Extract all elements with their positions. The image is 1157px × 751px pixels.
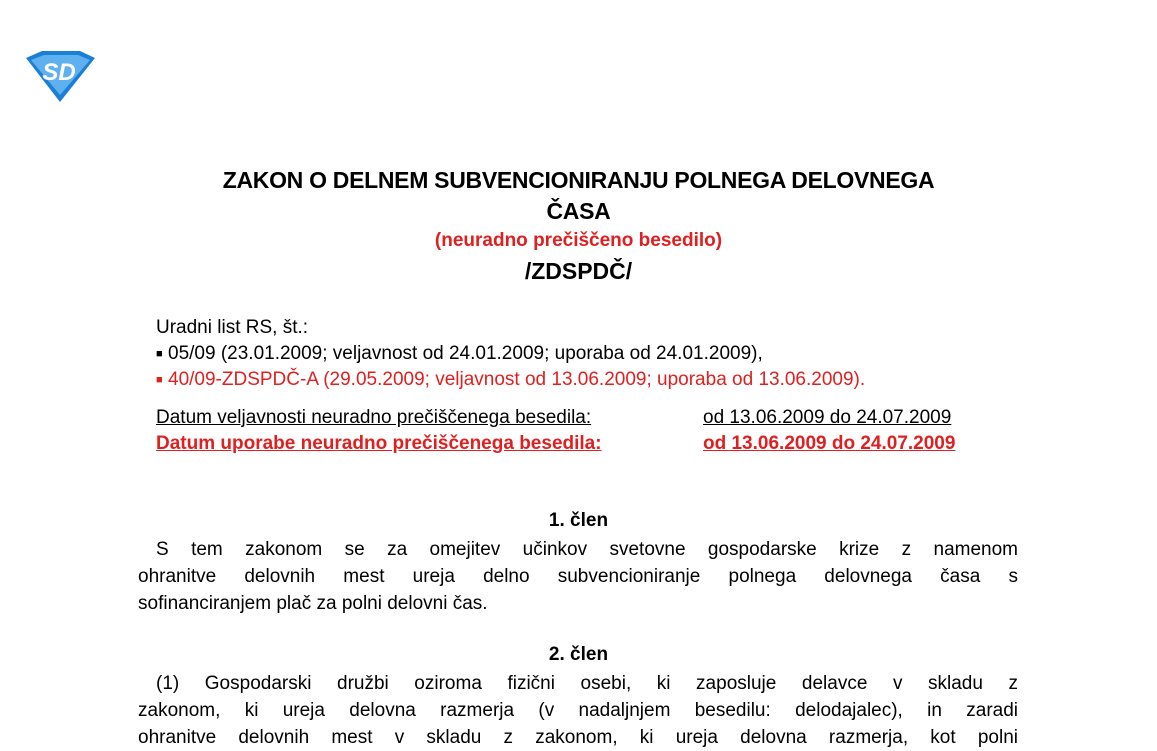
gazette-label: Uradni list RS, št.: [156, 317, 309, 338]
paragraph-line: (1) Gospodarski družbi oziroma fizični osebi, ki zaposluje delavce v skladu z [156, 673, 1018, 694]
validity-label: Datum veljavnosti neuradno prečiščenega besedila: [156, 407, 592, 428]
paragraph-line: S tem zakonom se za omejitev učinkov svetovne gospodarske krize z namenom [156, 539, 1018, 560]
document-title-line2: ČASA [546, 198, 611, 224]
article-heading: 1. člen [548, 510, 609, 531]
shield-logo-icon [22, 50, 98, 104]
document-title-line1: ZAKON O DELNEM SUBVENCIONIRANJU POLNEGA DELOVNEGA [222, 167, 935, 193]
gazette-item-text: 40/09-ZDSPDČ-A (29.05.2009; veljavnost od 13.06.2009; uporaba od 13.06.2009). [168, 369, 866, 391]
paragraph-line: sofinanciranjem plač za polni delovni čas. [138, 593, 488, 614]
bullet-icon: ■ [156, 374, 163, 387]
gazette-item [156, 341, 865, 367]
document-subtitle: (neuradno prečiščeno besedilo) [434, 230, 723, 251]
document-abbreviation: /ZDSPDČ/ [524, 258, 633, 284]
paragraph-line: zakonom, ki ureja delovna razmerja (v nadaljnjem besedilu: delodajalec), in zaradi [138, 700, 1018, 721]
paragraph-line: ohranitve delovnih mest v skladu z zakonom, ki ureja delovna razmerja, kot polni [138, 727, 1018, 748]
validity-value: od 13.06.2009 do 24.07.2009 [703, 407, 952, 428]
article-paragraph [138, 670, 1018, 751]
gazette-block [156, 315, 865, 393]
logo-text: SD [42, 59, 76, 86]
application-value: od 13.06.2009 do 24.07.2009 [703, 433, 956, 454]
bullet-icon: ■ [156, 348, 163, 360]
gazette-item [156, 367, 865, 393]
gazette-item-text: 05/09 (23.01.2009; veljavnost od 24.01.2009; uporaba od 24.01.2009), [168, 343, 763, 365]
article-heading: 2. člen [548, 644, 609, 665]
paragraph-line: ohranitve delovnih mest ureja delno subvencioniranje polnega delovnega časa s [138, 566, 1018, 587]
article-paragraph [138, 536, 1018, 617]
application-label: Datum uporabe neuradno prečiščenega besedila: [156, 433, 602, 454]
